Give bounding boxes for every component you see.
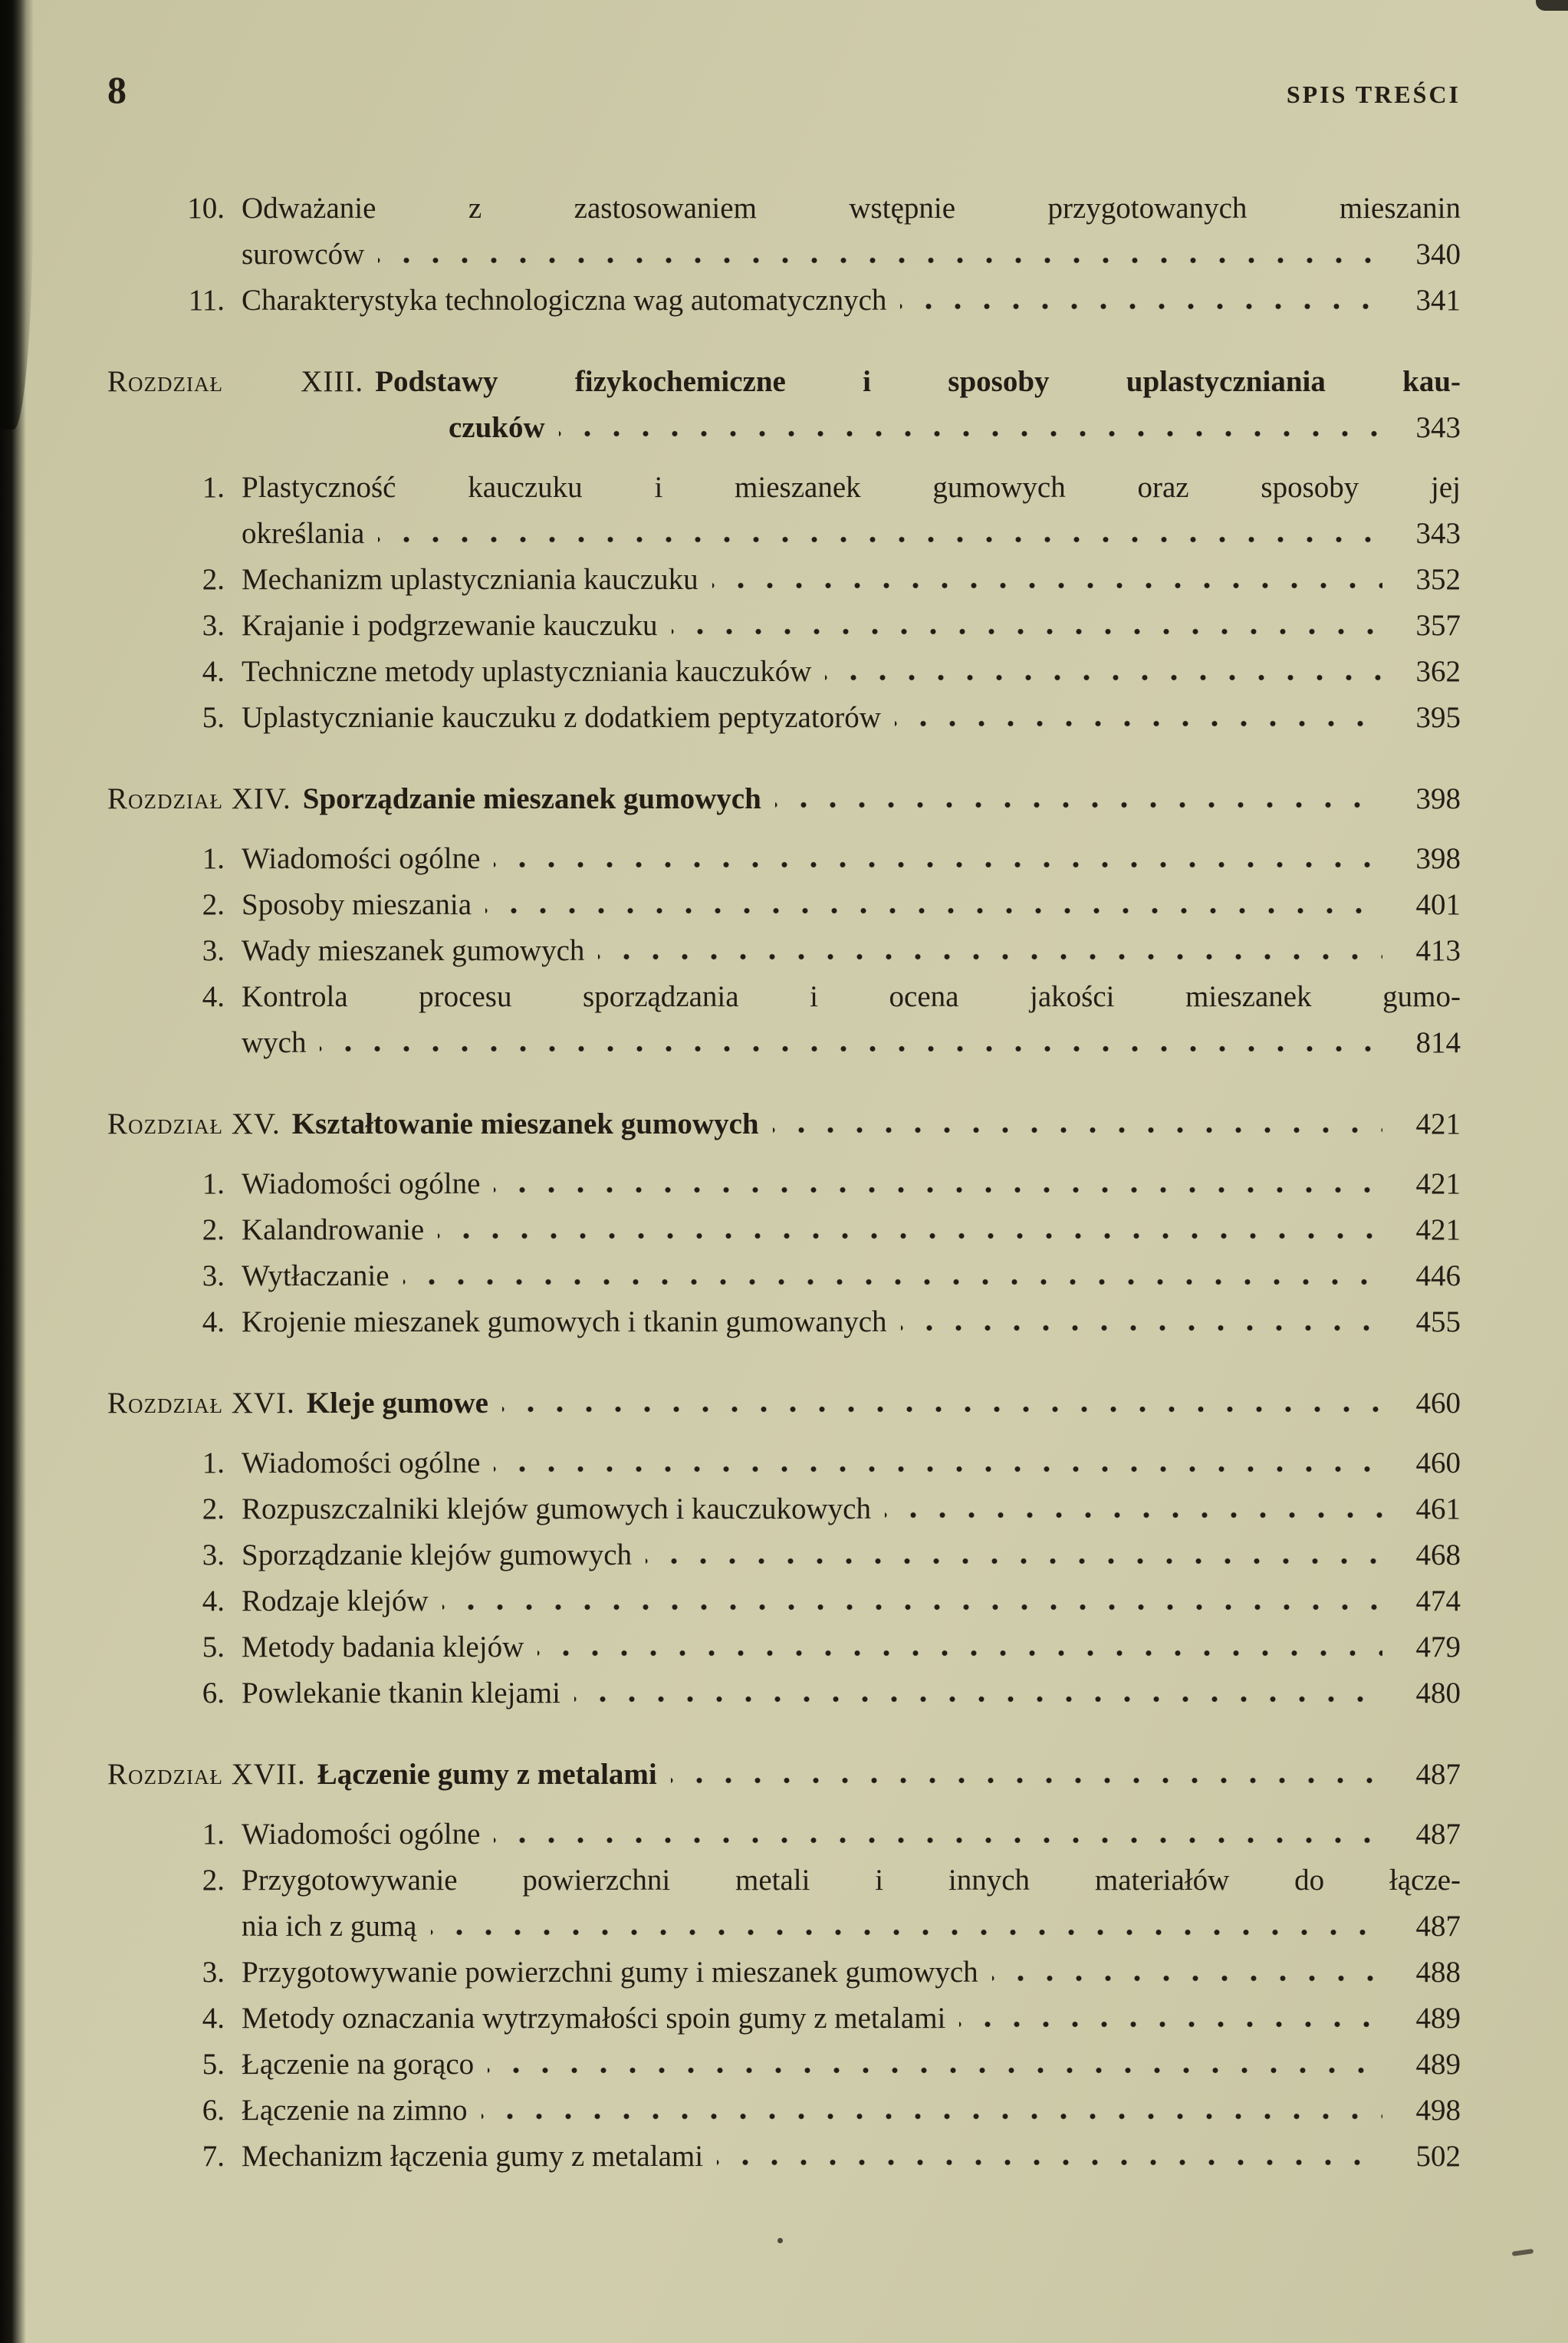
- entry-page-number: 401: [1415, 888, 1461, 921]
- entry-text: Sporządzanie klejów gumowych: [242, 1538, 633, 1571]
- toc-item-entry: [107, 882, 1461, 928]
- toc-item-entry: [107, 1161, 1461, 1207]
- item-number: 3.: [202, 1538, 225, 1571]
- toc-line: [107, 186, 1461, 232]
- item-number: 6.: [202, 1677, 225, 1710]
- entry-page-number: 395: [1415, 701, 1461, 734]
- entry-text: Łączenie gumy z metalami: [317, 1758, 657, 1791]
- toc-line: [107, 1253, 1461, 1299]
- entry-page-number: 502: [1415, 2140, 1461, 2173]
- entry-page-number: 474: [1415, 1584, 1461, 1617]
- toc-line: [107, 2088, 1461, 2134]
- entry-text: wych: [242, 1026, 307, 1059]
- dot-leader: [559, 430, 1382, 437]
- toc-line: [107, 974, 1461, 1020]
- dot-leader: [900, 303, 1382, 310]
- entry-page-number: 489: [1415, 2048, 1461, 2081]
- dot-leader: [671, 1777, 1382, 1784]
- toc-item-entry: [107, 1950, 1461, 1996]
- toc-line: [107, 1299, 1461, 1345]
- dot-leader: [992, 1975, 1382, 1982]
- item-number: 4.: [202, 1305, 225, 1338]
- dot-leader: [378, 536, 1382, 543]
- toc-item-entry: [107, 1812, 1461, 1858]
- entry-text: Wiadomości ogólne: [242, 1167, 481, 1200]
- entry-page-number: 421: [1415, 1167, 1461, 1200]
- entry-page-number: 398: [1415, 842, 1461, 875]
- entry-text: Wiadomości ogólne: [242, 1446, 481, 1479]
- toc-item-entry: [107, 557, 1461, 603]
- toc-line: [107, 1812, 1461, 1858]
- entry-text: Rozpuszczalniki klejów gumowych i kauczukowych: [242, 1492, 871, 1525]
- toc-line: [107, 695, 1461, 741]
- entry-text: Metody oznaczania wytrzymałości spoin gumy z metalami: [242, 2002, 946, 2035]
- dot-leader: [485, 907, 1382, 914]
- dot-leader: [403, 1278, 1382, 1285]
- item-number: 2.: [202, 888, 225, 921]
- entry-page-number: 340: [1415, 238, 1461, 271]
- toc-line: [107, 405, 1461, 451]
- entry-text: Rodzaje klejów: [242, 1584, 429, 1617]
- dot-leader: [320, 1045, 1382, 1052]
- toc-item-entry: [107, 1299, 1461, 1345]
- toc-item-entry: [107, 2042, 1461, 2088]
- item-number: 1.: [202, 842, 225, 875]
- item-number: 3.: [202, 609, 225, 642]
- dot-leader: [672, 628, 1383, 635]
- dot-leader: [488, 2067, 1382, 2074]
- toc-line: [107, 278, 1461, 324]
- toc-line: [107, 649, 1461, 695]
- item-number: 1.: [202, 471, 225, 504]
- toc-line: [107, 1440, 1461, 1486]
- item-number: 7.: [202, 2140, 225, 2173]
- dot-leader: [895, 720, 1382, 727]
- toc-item-entry: [107, 1670, 1461, 1716]
- entry-page-number: 343: [1415, 411, 1461, 444]
- entry-text: Krajanie i podgrzewanie kauczuku: [242, 609, 658, 642]
- entry-text: Techniczne metody uplastyczniania kauczuków: [242, 655, 812, 688]
- entry-page-number: 341: [1415, 284, 1461, 317]
- toc-item-entry: [107, 974, 1461, 1066]
- entry-text: Kształtowanie mieszanek gumowych: [291, 1107, 759, 1140]
- toc-item-entry: [107, 1486, 1461, 1532]
- dot-leader: [438, 1232, 1382, 1239]
- dot-leader: [494, 861, 1382, 868]
- toc-line: [107, 232, 1461, 278]
- entry-text: Przygotowywanie powierzchni metali i innych materiałów do łącze-: [242, 1864, 1461, 1897]
- dot-leader: [598, 953, 1382, 960]
- entry-page-number: 362: [1415, 655, 1461, 688]
- entry-text: Wady mieszanek gumowych: [242, 934, 585, 967]
- toc-line: [107, 1020, 1461, 1066]
- toc-line: [107, 836, 1461, 882]
- item-number: 1.: [202, 1818, 225, 1851]
- chapter-prefix: Rozdział XIII.: [107, 365, 364, 398]
- entry-page-number: 446: [1415, 1259, 1461, 1292]
- chapter-prefix: Rozdział XVI.: [107, 1387, 295, 1420]
- toc-item-entry: [107, 1207, 1461, 1253]
- dot-leader: [959, 2021, 1382, 2028]
- entry-text: nia ich z gumą: [242, 1910, 417, 1943]
- toc-item-entry: [107, 1624, 1461, 1670]
- scan-artifact-dot: [777, 2238, 783, 2243]
- entry-page-number: 357: [1415, 609, 1461, 642]
- item-number: 4.: [202, 980, 225, 1013]
- entry-page-number: 468: [1415, 1538, 1461, 1571]
- scan-edge-shadow-top: [0, 0, 34, 429]
- toc-item-entry: [107, 928, 1461, 974]
- toc-line: [107, 603, 1461, 649]
- toc-line: [107, 1752, 1461, 1798]
- toc-chapter-entry: [107, 776, 1461, 822]
- item-number: 2.: [202, 1492, 225, 1525]
- dot-leader: [378, 257, 1382, 264]
- page-number: 8: [107, 68, 127, 111]
- chapter-prefix: Rozdział XIV.: [107, 782, 291, 815]
- item-number: 2.: [202, 1213, 225, 1246]
- entry-text: Sposoby mieszania: [242, 888, 472, 921]
- toc-item-entry: [107, 1578, 1461, 1624]
- entry-text: Uplastycznianie kauczuku z dodatkiem peptyzatorów: [242, 701, 881, 734]
- entry-page-number: 487: [1415, 1910, 1461, 1943]
- entry-page-number: 814: [1415, 1026, 1461, 1059]
- entry-text: Wytłaczanie: [242, 1259, 390, 1292]
- toc-line: [107, 359, 1461, 405]
- entry-page-number: 480: [1415, 1677, 1461, 1710]
- toc-line: [107, 1578, 1461, 1624]
- toc-line: [107, 776, 1461, 822]
- toc-item-entry: [107, 278, 1461, 324]
- entry-page-number: 487: [1415, 1818, 1461, 1851]
- toc-item-entry: [107, 2134, 1461, 2180]
- toc-line: [107, 1624, 1461, 1670]
- toc-line: [107, 1486, 1461, 1532]
- entry-page-number: 460: [1415, 1387, 1461, 1420]
- dot-leader: [825, 674, 1382, 681]
- item-number: 3.: [202, 1259, 225, 1292]
- entry-text: surowców: [242, 238, 365, 271]
- entry-page-number: 460: [1415, 1446, 1461, 1479]
- dot-leader: [901, 1325, 1382, 1331]
- toc-item-entry: [107, 186, 1461, 278]
- entry-text: Plastyczność kauczuku i mieszanek gumowych oraz sposoby jej: [242, 471, 1461, 504]
- dot-leader: [482, 2113, 1383, 2120]
- item-number: 11.: [188, 284, 225, 317]
- toc-line: [107, 1101, 1461, 1147]
- entry-text: Krojenie mieszanek gumowych i tkanin gumowanych: [242, 1305, 887, 1338]
- toc-item-entry: [107, 836, 1461, 882]
- toc-item-entry: [107, 465, 1461, 557]
- entry-text: Kontrola procesu sporządzania i ocena jakości mieszanek gumo-: [242, 980, 1461, 1013]
- toc-line: [107, 1670, 1461, 1716]
- item-number: 6.: [202, 2094, 225, 2127]
- toc-item-entry: [107, 603, 1461, 649]
- toc-item-entry: [107, 1440, 1461, 1486]
- dot-leader: [712, 582, 1382, 589]
- dot-leader: [717, 2159, 1382, 2166]
- entry-page-number: 343: [1415, 517, 1461, 550]
- toc-item-entry: [107, 1253, 1461, 1299]
- dot-leader: [574, 1696, 1382, 1703]
- dot-leader: [431, 1929, 1383, 1936]
- dot-leader: [494, 1186, 1382, 1193]
- entry-page-number: 488: [1415, 1956, 1461, 1989]
- toc-line: [107, 882, 1461, 928]
- dot-leader: [494, 1837, 1382, 1844]
- dot-leader: [885, 1512, 1382, 1519]
- toc-line: [107, 1161, 1461, 1207]
- item-number: 1.: [202, 1446, 225, 1479]
- entry-text: Przygotowywanie powierzchni gumy i mieszanek gumowych: [242, 1956, 978, 1989]
- toc-line: [107, 1858, 1461, 1904]
- scan-artifact-dash: [1512, 2249, 1534, 2256]
- entry-text: Łączenie na zimno: [242, 2094, 468, 2127]
- toc-line: [107, 1532, 1461, 1578]
- toc-item-entry: [107, 1858, 1461, 1950]
- entry-text: Łączenie na gorąco: [242, 2048, 475, 2081]
- toc-chapter-entry: [107, 359, 1461, 451]
- dot-leader: [775, 801, 1382, 808]
- dot-leader: [442, 1604, 1382, 1611]
- toc-chapter-entry: [107, 1752, 1461, 1798]
- item-number: 4.: [202, 1584, 225, 1617]
- dot-leader: [537, 1650, 1382, 1657]
- toc-item-entry: [107, 1532, 1461, 1578]
- entry-text: Powlekanie tkanin klejami: [242, 1677, 560, 1710]
- entry-text: Kleje gumowe: [306, 1387, 488, 1420]
- toc-line: [107, 1950, 1461, 1996]
- entry-text: Wiadomości ogólne: [242, 1818, 481, 1851]
- page-content: [107, 0, 1461, 2180]
- toc-line: [107, 2042, 1461, 2088]
- dot-leader: [773, 1127, 1382, 1134]
- entry-page-number: 461: [1415, 1492, 1461, 1525]
- item-number: 3.: [202, 1956, 225, 1989]
- entry-text: Wiadomości ogólne: [242, 842, 481, 875]
- entry-page-number: 455: [1415, 1305, 1461, 1338]
- entry-page-number: 498: [1415, 2094, 1461, 2127]
- dot-leader: [494, 1466, 1382, 1473]
- chapter-prefix: Rozdział XVII.: [107, 1758, 306, 1791]
- entry-text: Sporządzanie mieszanek gumowych: [302, 782, 761, 815]
- dot-leader: [646, 1558, 1382, 1565]
- entry-page-number: 413: [1415, 934, 1461, 967]
- entry-text: Kalandrowanie: [242, 1213, 425, 1246]
- item-number: 4.: [202, 2002, 225, 2035]
- entry-text: Mechanizm uplastyczniania kauczuku: [242, 563, 699, 596]
- entry-page-number: 487: [1415, 1758, 1461, 1791]
- item-number: 3.: [202, 934, 225, 967]
- entry-page-number: 421: [1415, 1107, 1461, 1140]
- entry-page-number: 398: [1415, 782, 1461, 815]
- item-number: 5.: [202, 701, 225, 734]
- toc-line: [107, 1207, 1461, 1253]
- entry-page-number: 352: [1415, 563, 1461, 596]
- toc-chapter-entry: [107, 1380, 1461, 1427]
- item-number: 2.: [202, 563, 225, 596]
- entry-text: określania: [242, 517, 365, 550]
- entry-text: Charakterystyka technologiczna wag automatycznych: [242, 284, 887, 317]
- running-title: SPIS TREŚCI: [1286, 81, 1461, 108]
- item-number: 1.: [202, 1167, 225, 1200]
- toc-item-entry: [107, 1996, 1461, 2042]
- toc-item-entry: [107, 649, 1461, 695]
- toc-line: [107, 1996, 1461, 2042]
- table-of-contents: [107, 186, 1461, 2180]
- chapter-prefix: Rozdział XV.: [107, 1107, 281, 1140]
- toc-line: [107, 557, 1461, 603]
- scan-artifact-corner: [1536, 0, 1568, 11]
- toc-line: [107, 2134, 1461, 2180]
- toc-chapter-entry: [107, 1101, 1461, 1147]
- toc-line: [107, 465, 1461, 511]
- item-number: 5.: [202, 2048, 225, 2081]
- entry-text: Mechanizm łączenia gumy z metalami: [242, 2140, 704, 2173]
- item-number: 2.: [202, 1864, 225, 1897]
- entry-page-number: 421: [1415, 1213, 1461, 1246]
- item-number: 5.: [202, 1631, 225, 1663]
- toc-line: [107, 1904, 1461, 1950]
- page-header: [107, 0, 1461, 112]
- entry-page-number: 489: [1415, 2002, 1461, 2035]
- entry-text: Odważanie z zastosowaniem wstępnie przygotowanych mieszanin: [242, 192, 1461, 225]
- toc-line: [107, 1380, 1461, 1427]
- toc-line: [107, 928, 1461, 974]
- toc-item-entry: [107, 695, 1461, 741]
- toc-item-entry: [107, 2088, 1461, 2134]
- dot-leader: [502, 1406, 1382, 1413]
- item-number: 10.: [187, 192, 225, 225]
- entry-text: Metody badania klejów: [242, 1631, 524, 1663]
- item-number: 4.: [202, 655, 225, 688]
- entry-text: Podstawy fizykochemiczne i sposoby uplastyczniania kau-: [375, 365, 1461, 398]
- entry-text: czuków: [449, 411, 545, 444]
- entry-page-number: 479: [1415, 1631, 1461, 1663]
- toc-line: [107, 511, 1461, 557]
